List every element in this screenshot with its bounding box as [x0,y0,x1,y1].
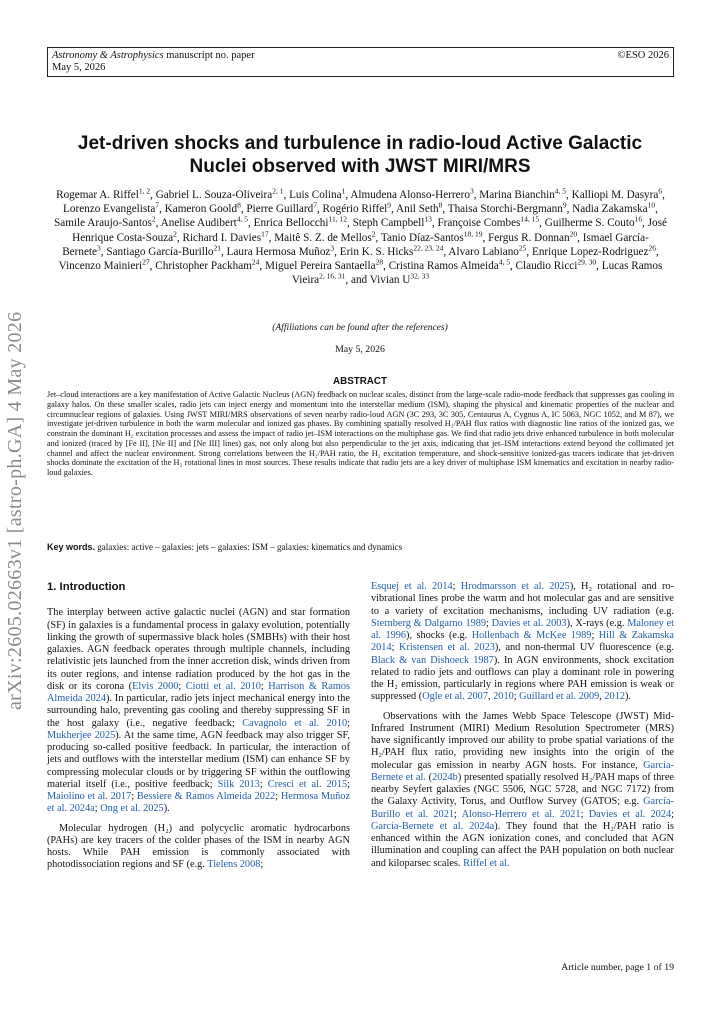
author-name: Almudena Alonso-Herrero [350,189,470,201]
author-affiliation-marker: 29, 30 [577,257,597,267]
body-text: ). In particular, radio jets inject mechanical energy into the surrounding halo, preventing gas cooling and thereby suppressing SF in the host galaxy (i.e., negative feedback; [47,693,350,729]
copyright: ©ESO 2026 [617,50,669,61]
citation-link[interactable]: 2010 [493,691,514,703]
body-paragraph [371,711,674,870]
body-text: ). [163,803,170,815]
author-affiliation-marker: 26 [648,243,656,253]
left-column-body [47,607,350,871]
author-name: Françoise Combes [437,217,521,230]
citation-link[interactable]: Hrodmarsson et al. 2025 [460,581,570,592]
author-name: Fergus R. Donnan [488,231,570,244]
author-affiliation-marker: 25 [518,243,527,253]
body-text: ; [347,778,351,790]
author-affiliation-marker: 18, 19 [463,228,483,238]
author-affiliation-marker: 1, 2 [138,186,151,196]
citation-link[interactable]: Sternberg & Dalgarno 1989 [371,617,487,629]
body-text: ; [94,803,101,815]
right-column [371,581,674,870]
author-name: Christopher Packham [155,260,252,273]
manuscript-header [47,47,674,77]
author-affiliation-marker: 21 [213,243,222,253]
author-affiliation-marker: 4, 5 [498,257,510,267]
citation-link[interactable]: Hermosa Muñoz et al. 2024a [47,791,351,815]
citation-link[interactable]: Black & van Dishoeck 1987 [371,654,494,666]
author-name: Kameron Goold [164,203,238,216]
author-affiliation-marker: 28 [375,257,384,267]
abstract-heading: ABSTRACT [333,376,387,387]
citation-link[interactable]: Davies et al. 2024 [588,808,672,820]
author-affiliation-marker: 4, 5 [554,186,567,196]
body-text: , [487,691,494,703]
author-affiliation-marker: 14, 15 [520,214,540,224]
author-name: Santiago García-Burillo [106,245,214,258]
citation-link[interactable]: Esquej et al. 2014 [371,581,453,592]
section-heading: 1. Introduction [47,581,126,593]
page-footer: Article number, page 1 of 19 [561,962,674,973]
author-list: Rogemar A. Riffel$^{1, 2}$, Gabriel L. Souza-Oliveira$^{2, 1}$, Luis Colina$^1$, Almudena Alonso-Herrero$^3$, Marina Bianchin$^{4, 5}$, Kalliopi M. Dasyra$^6$, Lorenzo Evangelista$^7$, Kameron Goold$^8$, Pierre Guillard$^7$, Rogério Riffel$^9$, Anil Seth$^8$, Thaisa Storchi-Bergmann$^9$, Nadia Zakamska$^{10}$, Samile Araujo-Santos$^2$, Anelise Audibert$^{4, 5}$, Enrica Bellocchi$^{11, 12}$, Steph Campbell$^{13}$, Françoise Combes$^{14, 15}$, Guilherme S. Couto$^{16}$, José Henrique Costa-Souza$^2$, Richard I. Davies$^{17}$, Maitê S. Z. de Mellos$^2$, Tanio Díaz-Santos$^{18, 19}$, Fergus R. Donnan$^{20}$, Ismael García-Bernete$^3$, Santiago García-Burillo$^{21}$, Laura Hermosa Muñoz$^3$, Erin K. S. Hicks$^{22, 23, 24}$, Alvaro Labiano$^{25}$, Enrique Lopez-Rodriguez$^{26}$, Vincenzo Mainieri$^{27}$, Christopher Packham$^{24}$, Miguel Pereira Santaella$^{28}$, Cristina Ramos Almeida$^{4, 5}$, Claudio Ricci$^{29, 30}$, Lucas Ramos Vieira$^{2, 16, 31}$, and Vivian U$^{32, 33}$ [54,186,667,287]
author-name: Enrique Lopez-Rodriguez [532,245,649,258]
body-text: ; [486,617,492,629]
author-name: Gabriel L. Souza-Oliveira [155,189,273,201]
author-name: Richard I. Davies [182,231,262,244]
author-affiliation-marker: 1 [341,186,346,196]
author-name: Erin K. S. Hicks [339,245,414,258]
citation-link[interactable]: Maloney et al. 1996 [371,617,674,641]
author-affiliation-marker: 8 [237,200,241,210]
author-name: Rogemar A. Riffel [56,189,139,201]
author-affiliation-marker: 9 [387,200,392,210]
manuscript-label: manuscript no. paper [163,50,255,61]
affiliations-note: (Affiliations can be found after the references) [272,323,448,333]
body-text: ; [260,859,264,871]
body-text: ), and non-thermal UV fluorescence (e.g. [494,642,674,654]
author-name: Luis Colina [289,189,342,201]
body-text: Molecular hydrogen (H₂) and polycyclic aromatic hydrocarbons (PAHs) are key tracers of the colder phases of the ISM in nearby AGN hosts. While PAH emission is commonly associated with photodissociation regions and SF (e.g. [47,822,350,871]
author-affiliation-marker: 6 [658,186,663,196]
body-text: ; [260,680,269,692]
citation-link[interactable]: 2024b [432,771,458,783]
author-affiliation-marker: 27 [142,257,150,267]
journal-name: Astronomy & Astrophysics [52,50,164,61]
paper-title: Jet-driven shocks and turbulence in radio-loud Active Galactic Nuclei observed with JWST MIRI/MRS [77,133,643,177]
author-name: José Henrique Costa-Souza [72,217,667,244]
citation-link[interactable]: Harrison & Ramos Almeida 2024 [47,680,351,704]
header-date: May 5, 2026 [52,62,106,73]
author-name: Vincenzo Mainieri [58,260,143,273]
body-text: ; [391,642,400,654]
citation-link[interactable]: Ogle et al. 2007 [422,691,488,703]
body-text: ( [425,771,433,783]
author-name: Maitê S. Z. de Mellos [274,231,372,244]
author-name: Anil Seth [396,203,439,216]
author-affiliation-marker: 2, 1 [272,186,284,196]
author-name: Samile Araujo-Santos [54,217,152,230]
body-text: ), H₂ rotational and ro-vibrational lines probe the warm and hot molecular gas and are sensitive to a variety of excitation mechanisms, including UV radiation (e.g. [371,581,674,617]
body-text: ; [178,680,186,692]
keywords-list: galaxies: active – galaxies: jets – galaxies: ISM – galaxies: kinematics and dynamics [97,542,403,552]
body-text: ). [625,691,632,703]
author-affiliation-marker: 3 [97,243,101,253]
author-affiliation-marker: 32, 33 [410,271,430,281]
body-text: ; [275,791,281,802]
body-text: ; [671,808,674,820]
body-text: ; [452,581,461,592]
author-name: Claudio Ricci [515,260,578,273]
body-text: ; [591,630,599,641]
body-text: ; [580,808,589,820]
body-text: ). In AGN environments, shock excitation related to radio jets and outflows can play a dominant role in powering the H₂ emission, particularly in regions where PAH emission is weak or suppressed ( [371,654,674,703]
author-affiliation-marker: 8 [438,200,443,210]
abstract-text: Jet–cloud interactions are a key manifestation of Active Galactic Nucleus (AGN) feedback on nuclear scales, distinct from the large-scale radio-mode feedback that suppresses gas cooling in galaxy halos. On these smaller scales, radio jets can inject energy and momentum into the interstellar medium (ISM), shaping the physical and kinematic properties of the nuclear and circumnuclear regions of galaxies. Using JWST MIRI/MRS observations of seven nearby radio-loud AGN (3C 293, 3C 305, Centaurus A, Cygnus A, IC 5063, NGC 1052, and M 87), we investigate jet-driven turbulence in both the warm molecular and ionized gas phases. By combining spatially resolved H₂/PAH flux ratios with diagnostic line ratios of the ionized gas, we constrain the dominant H₂ excitation processes and assess the impact of radio jet–ISM interactions on the multiphase gas. We find that radio jets drive enhanced turbulence in both molecular and ionized (traced by [Fe II], [Ne II] and [Ne III] lines) gas, not only along but also perpendicular to the jet axis, indicating that jet–ISM interactions extend beyond the collimated jet channel and affect the nuclear environment. Strong correlations between the H₂/PAH ratio, the H₂ excitation temperature, and shock-sensitive ionized-gas tracers indicate that jet-driven shocks dominate the excitation of the H₂ rotational lines in most sources. These results indicate that radio jets are a key driver of multiphase ISM kinematics and excitation in nearby radio-loud galaxies. [47,390,674,477]
author-name: Guilherme S. Couto [544,217,635,230]
citation-link[interactable]: Kristensen et al. 2023 [399,642,495,654]
body-text: ). They found that the H₂/PAH ratio is enhanced within the AGN ionization cones, and concluded that AGN illumination and coupling can affect the PAH population on both nuclear and kiloparsec scales. [371,820,674,869]
author-name: Rogério Riffel [322,203,388,216]
citation-link[interactable]: Guillard et al. 2009 [519,691,600,703]
author-name: Lorenzo Evangelista [63,203,156,216]
author-name: Tanio Díaz-Santos [380,231,464,244]
body-text: ), shocks (e.g. [406,630,472,641]
citation-link[interactable]: Alonso-Herrero et al. 2021 [461,808,581,820]
author-name: Thaisa Storchi-Bergmann [447,203,563,216]
citation-link[interactable]: Bessiere & Ramos Almeida 2022 [136,791,276,802]
author-name: Vivian U [369,274,411,287]
citation-link[interactable]: Ong et al. 2025 [100,803,164,815]
author-affiliation-marker: 24 [251,257,260,267]
citation-link[interactable]: Tielens 2008 [207,859,261,871]
author-name: Alvaro Labiano [448,245,519,258]
author-affiliation-marker: 17 [261,228,269,238]
body-text: ) presented spatially resolved H₂/PAH maps of three nearby Seyfert galaxies (NGC 5506, NGC 5728, and NGC 7172) from the Galaxy Activity, Torus, and Outflow Survey (GATOS; e.g. [371,771,674,808]
citation-link[interactable]: Cresci et al. 2015 [267,778,348,790]
author-name: Enrica Bellocchi [253,217,329,230]
author-name: Steph Campbell [352,217,425,230]
author-affiliation-marker: 3 [330,243,335,253]
citation-link[interactable]: Davies et al. 2003 [491,617,567,629]
author-name: Kalliopi M. Dasyra [571,189,659,201]
body-text: The interplay between active galactic nuclei (AGN) and star formation (SF) in galaxies is a fundamental process in galaxy evolution, potentially linking the growth of supermassive black holes (SMBHs) with their host galaxies. AGN feedback operates through multiple channels, including relativistic jets launched from the inner accretion disk, winds driven from its outer regions, and intense radiation produced by the hot gas in the disk or its corona ( [47,607,350,692]
author-name: Ismael García-Bernete [62,231,649,258]
citation-link[interactable]: Silk 2013 [217,778,260,790]
citation-link[interactable]: 2012 [604,691,625,703]
keywords [47,542,674,552]
body-text: ; [259,778,268,790]
citation-link[interactable]: García-Bernete et al. 2024a [371,820,495,832]
author-affiliation-marker: 7 [155,200,160,210]
author-affiliation-marker: 2 [371,228,376,238]
keywords-label: Key words. [47,542,96,552]
body-text: ), X-rays (e.g. [566,617,628,629]
author-affiliation-marker: 2 [173,228,177,238]
body-text: ; [347,717,350,729]
author-affiliation-marker: 2 [151,214,156,224]
body-paragraph [47,607,350,815]
paper-date: May 5, 2026 [335,344,385,355]
author-affiliation-marker: 10 [647,200,656,210]
author-affiliation-marker: 11, 12 [328,214,347,224]
author-affiliation-marker: 22, 23, 24 [413,243,444,253]
citation-link[interactable]: Mukherjee 2025 [47,729,116,741]
author-affiliation-marker: 9 [562,200,567,210]
citation-link[interactable]: Hill & Zakamska 2014 [371,630,674,654]
body-text: ; [131,791,137,802]
citation-link[interactable]: García-Bernete et al. [371,759,674,783]
author-name: Laura Hermosa Muñoz [226,245,331,258]
author-affiliation-marker: 7 [313,200,317,210]
body-paragraph [47,823,350,872]
author-affiliation-marker: 13 [424,214,432,224]
author-affiliation-marker: 3 [469,186,474,196]
author-name: Cristina Ramos Almeida [388,260,499,273]
left-column [47,581,350,872]
body-text: , [599,691,605,703]
author-affiliation-marker: 20 [569,228,578,238]
author-affiliation-marker: 4, 5 [236,214,249,224]
author-name: Nadia Zakamska [572,203,648,216]
citation-link[interactable]: Ciotti et al. 2010 [185,680,261,692]
author-affiliation-marker: 2, 16, 31 [319,271,346,281]
citation-link[interactable]: Maiolino et al. 2017 [47,791,132,802]
body-text: Observations with the James Webb Space Telescope (JWST) Mid-Infrared Instrument (MIRI) Medium Resolution Spectrometer (MRS) have significantly improved our ability to probe spatial variations of the H₂/PAH flux ratio, providing new insights into the origin of the molecular gas emission in nearby AGN hosts. For instance, [371,710,674,771]
author-name: Marina Bianchin [479,189,555,201]
author-name: Lucas Ramos Vieira [291,260,663,287]
body-text: ). At the same time, AGN feedback may also trigger SF, producing so-called positive feedback. In particular, the interaction of jets and outflows with the interstellar medium (ISM) can enhance SF by compressing molecular clouds or by triggering SF within the outflowing material itself (i.e., positive feedback; [47,729,350,790]
arxiv-identifier[interactable]: arXiv:2605.02663v1 [astro-ph.GA] 4 May 2026 [4,311,26,710]
author-name: Miguel Pereira Santaella [265,260,376,273]
citation-link[interactable]: Elvis 2000 [132,680,179,692]
right-column-body [371,581,674,870]
citation-link[interactable]: García-Burillo et al. 2021 [371,796,674,820]
body-paragraph [371,581,674,704]
citation-link[interactable]: Cavagnolo et al. 2010 [242,717,348,729]
author-name: Anelise Audibert [160,217,237,230]
author-name: Pierre Guillard [246,203,314,216]
body-text: ; [513,691,520,703]
citation-link[interactable]: Riffel et al. [463,857,510,869]
citation-link[interactable]: Hollenbach & McKee 1989 [471,630,592,641]
author-affiliation-marker: 16 [634,214,643,224]
body-text: ; [454,808,462,820]
